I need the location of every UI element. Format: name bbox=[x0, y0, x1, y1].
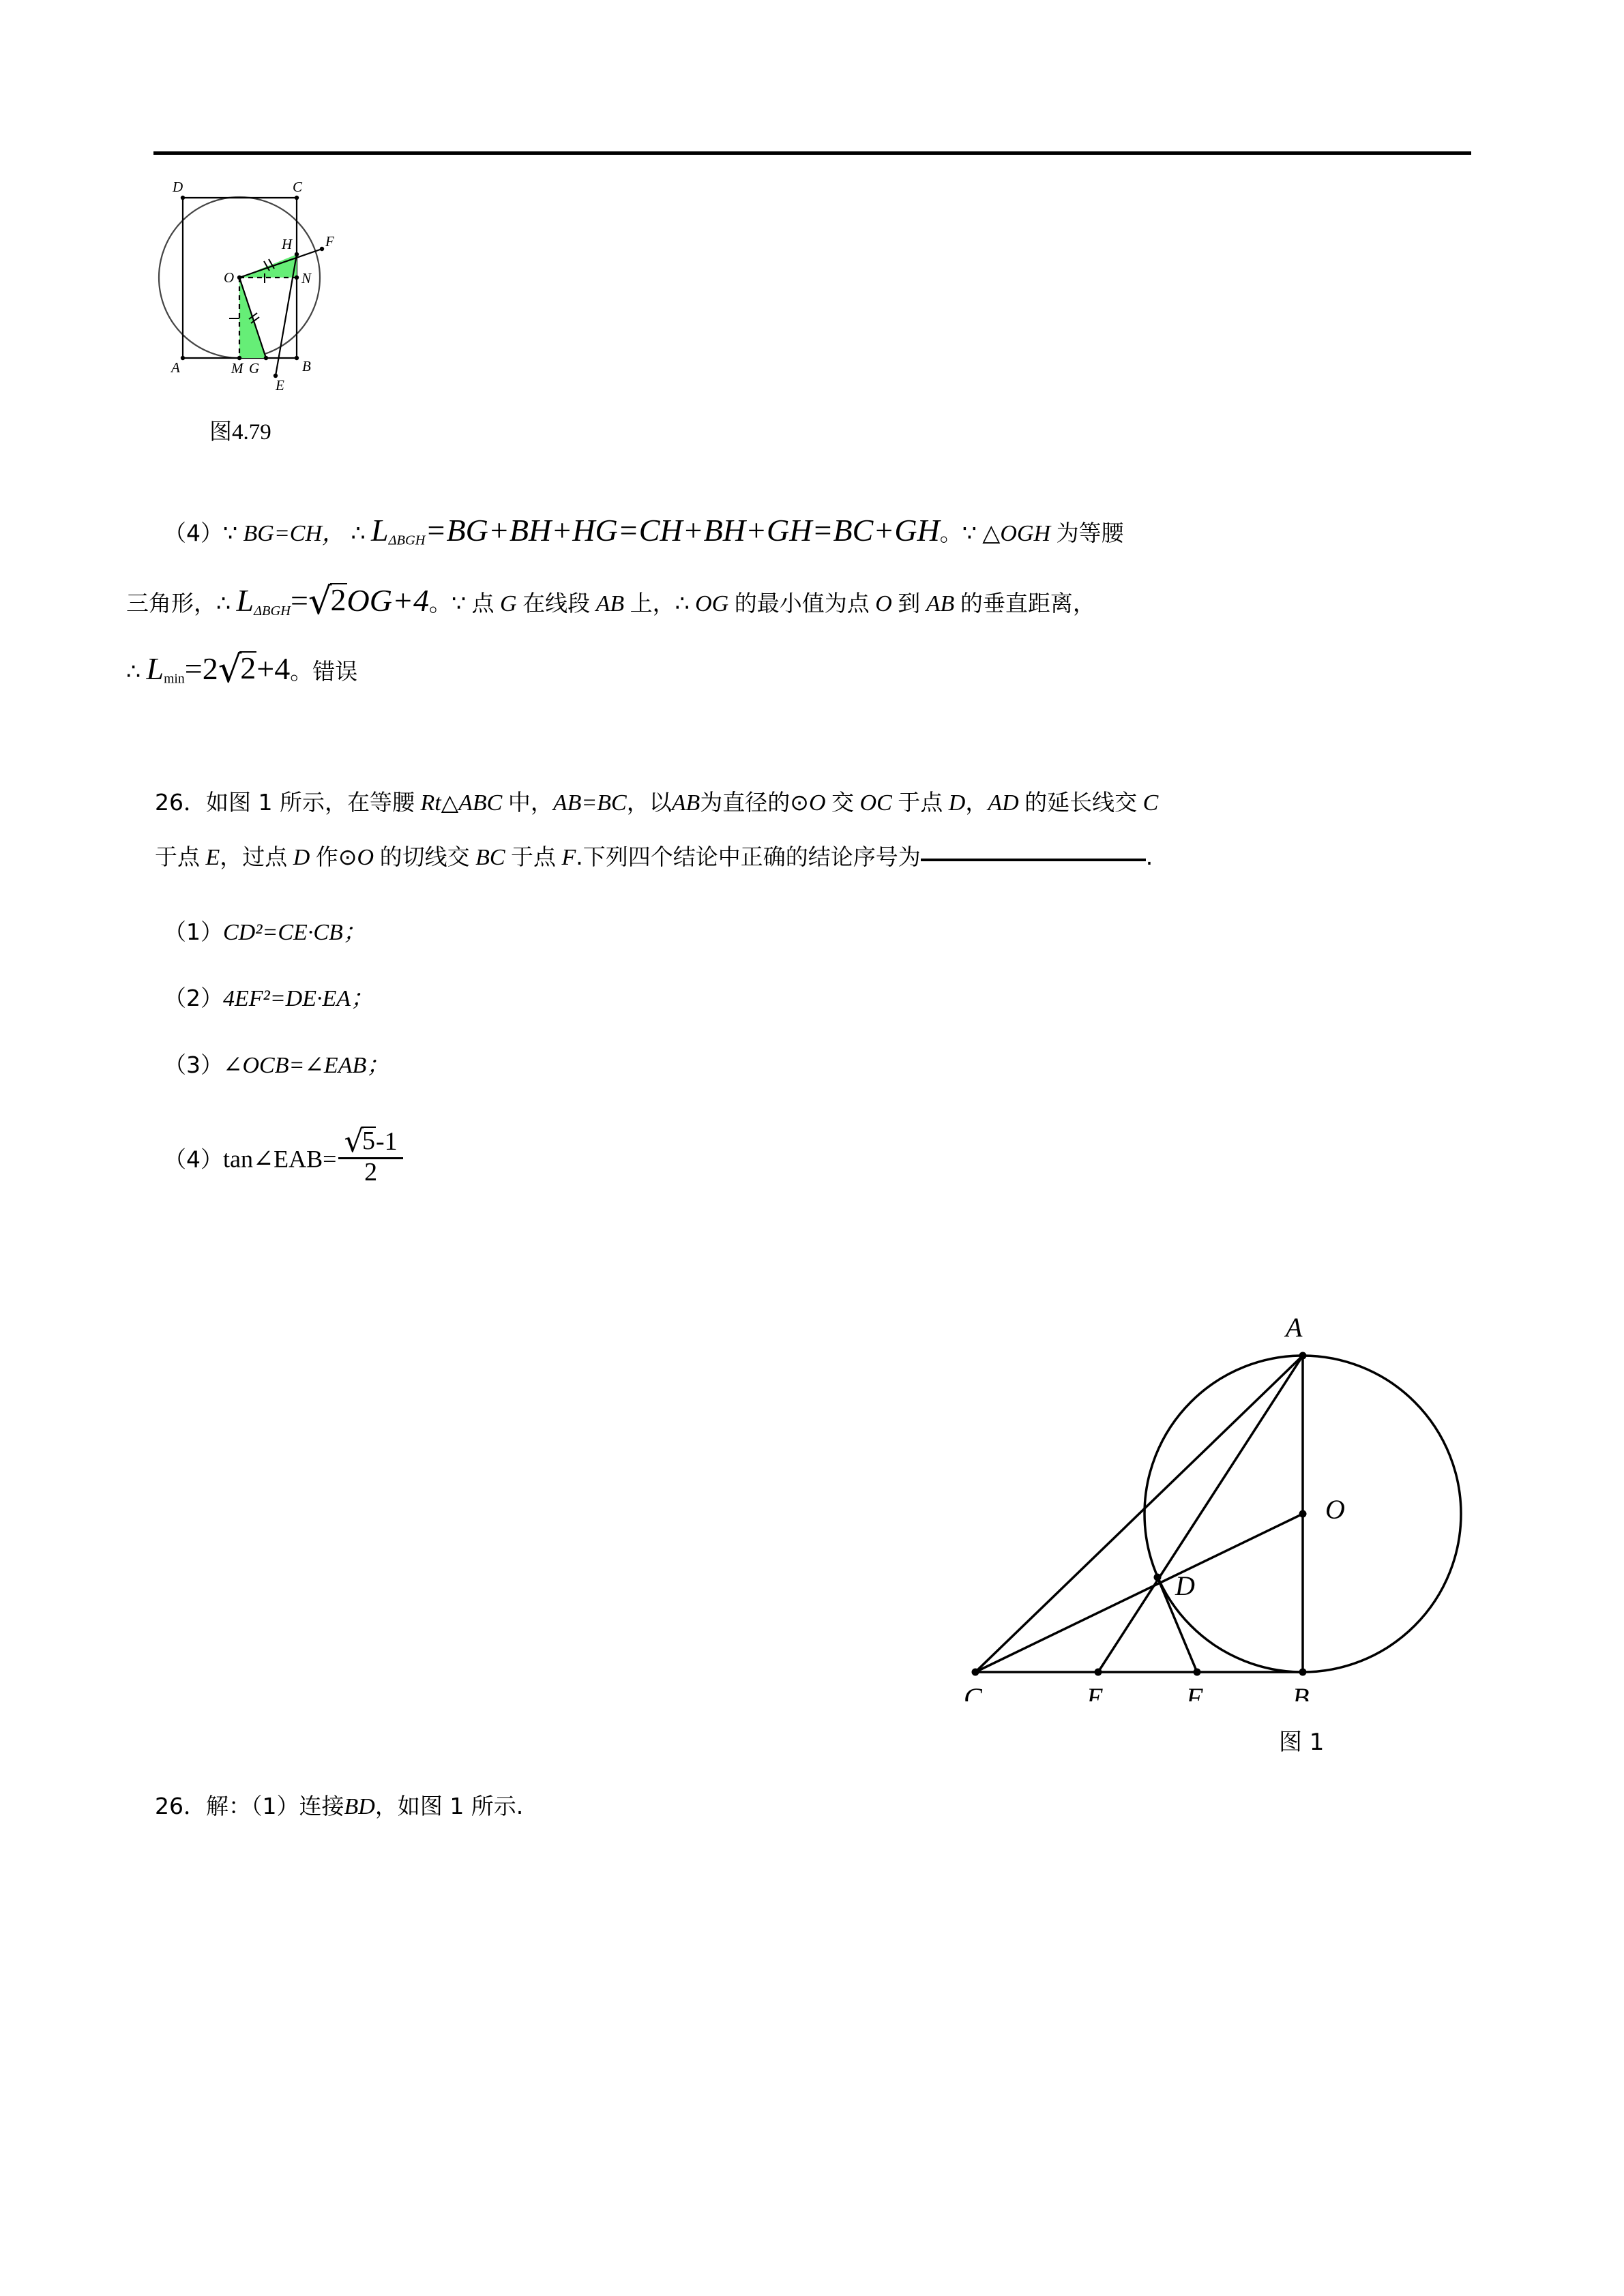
perimeter-symbol-3: L bbox=[146, 651, 164, 687]
therefore-symbol-4: ∴ bbox=[126, 658, 141, 685]
seg-ab-1: AB bbox=[595, 591, 625, 617]
label-o-big: O bbox=[1325, 1494, 1345, 1525]
period-1: 。 bbox=[939, 520, 962, 546]
line-ca bbox=[975, 1356, 1303, 1672]
point-c-big bbox=[972, 1669, 979, 1676]
answer-26-bd: BD bbox=[344, 1794, 375, 1819]
point-d-label-2: D bbox=[293, 845, 310, 870]
min-value-text: 的最小值为点 bbox=[734, 590, 870, 617]
perpendicular-distance-text: 的垂直距离， bbox=[960, 590, 1095, 617]
conclusion-3-body: ∠OCB=∠EAB； bbox=[223, 1053, 390, 1078]
seg-ab-2: AB bbox=[926, 591, 955, 617]
solution-4-item-index: （4） bbox=[164, 520, 223, 546]
figure-4-79-caption: 图4.79 bbox=[209, 420, 271, 445]
point-b-big bbox=[1299, 1669, 1307, 1676]
therefore-symbol-2: ∴ bbox=[216, 590, 231, 617]
plus-4: +4 bbox=[256, 651, 291, 687]
stmt2-p3: 作⊙ bbox=[315, 844, 357, 870]
because-symbol-1: ∵ bbox=[223, 520, 237, 546]
conclusion-item-4 bbox=[164, 1125, 405, 1187]
point-o bbox=[237, 275, 241, 280]
point-h bbox=[295, 252, 299, 256]
stmt-p6: 于点 bbox=[898, 789, 943, 816]
label-e: E bbox=[276, 377, 284, 393]
stmt-p8: 的延长线交 bbox=[1024, 789, 1138, 816]
point-a-big bbox=[1299, 1352, 1307, 1360]
because-symbol-3: ∵ bbox=[452, 590, 466, 617]
label-h: H bbox=[282, 236, 293, 252]
label-c-big: C bbox=[964, 1682, 982, 1701]
fraction-numerator bbox=[338, 1125, 402, 1157]
triangle-glyph: △ bbox=[441, 789, 459, 816]
stmt-p7: ， bbox=[965, 789, 988, 816]
perimeter-symbol-1: L bbox=[371, 513, 389, 548]
label-a: A bbox=[171, 359, 180, 376]
point-e-big bbox=[1095, 1669, 1102, 1676]
point-word-1: 点 bbox=[471, 590, 494, 617]
figure-4-79-svg bbox=[147, 174, 385, 419]
ab-diameter: AB bbox=[671, 790, 700, 816]
circle-o-1: O bbox=[808, 790, 826, 816]
stmt2-p5: 于点 bbox=[511, 844, 557, 870]
point-f-label: F bbox=[561, 845, 576, 870]
solution-4-line-2 bbox=[126, 580, 1095, 623]
figure-4-79 bbox=[147, 174, 385, 457]
radical-5 bbox=[344, 1125, 376, 1157]
seg-ad: AD bbox=[988, 790, 1019, 816]
label-c: C bbox=[293, 179, 303, 195]
answer-26-number: 26． bbox=[155, 1793, 206, 1819]
label-d-big: D bbox=[1175, 1570, 1195, 1601]
conclusion-1-index: （1） bbox=[164, 919, 223, 945]
point-f bbox=[320, 247, 324, 251]
stmt-p2: 中， bbox=[507, 789, 553, 816]
perimeter-symbol-2: L bbox=[236, 583, 254, 618]
var-g: G bbox=[500, 591, 517, 617]
label-b: B bbox=[302, 358, 311, 374]
figure-1 bbox=[931, 1251, 1470, 1701]
verdict-text: 错误 bbox=[312, 658, 358, 685]
radical-2 bbox=[308, 580, 347, 623]
abc-label: ABC bbox=[458, 790, 503, 816]
point-g bbox=[264, 356, 268, 360]
perimeter-subscript-1: ΔBGH bbox=[388, 533, 426, 548]
conclusion-item-1 bbox=[164, 921, 366, 944]
ab-eq-bc: AB=BC bbox=[552, 790, 627, 816]
var-o: O bbox=[875, 591, 892, 617]
stmt-p3: ，以 bbox=[626, 789, 672, 816]
seg-bc: BC bbox=[475, 845, 505, 870]
circle-o-2: O bbox=[357, 845, 374, 870]
perimeter-subscript-min: min bbox=[164, 671, 185, 687]
point-e-label: E bbox=[205, 845, 220, 870]
og-plus-4: OG+4 bbox=[346, 583, 429, 618]
radicand-3: 2 bbox=[240, 651, 256, 686]
seg-oc: OC bbox=[859, 790, 892, 816]
triangle-ogh: △OGH bbox=[982, 521, 1051, 546]
perimeter-subscript-2: ΔBGH bbox=[254, 603, 291, 618]
label-b-big: B bbox=[1293, 1682, 1310, 1701]
period-2: 。 bbox=[429, 590, 452, 617]
answer-26-line bbox=[155, 1795, 523, 1819]
dao-text: 到 bbox=[898, 590, 921, 617]
stmt-p4: 为直径的⊙ bbox=[700, 789, 809, 816]
label-m: M bbox=[231, 360, 243, 376]
point-d-label: D bbox=[948, 790, 966, 816]
conclusion-4-index: （4） bbox=[164, 1146, 223, 1173]
solution-4-line-1 bbox=[164, 515, 1124, 548]
stmt2-period: . bbox=[1145, 844, 1153, 870]
header-rule bbox=[153, 151, 1471, 155]
line-ae bbox=[1098, 1356, 1303, 1672]
radical-sign-icon: √ bbox=[308, 580, 332, 623]
conclusion-4-prefix: tan∠EAB= bbox=[223, 1145, 337, 1173]
equals-2: = bbox=[290, 583, 308, 618]
point-d bbox=[181, 196, 185, 200]
period-3: 。 bbox=[290, 658, 313, 685]
equals-3: =2 bbox=[184, 651, 218, 687]
triangle-word: 三角形， bbox=[126, 590, 216, 617]
conclusion-2-body: 4EF²=DE·EA； bbox=[223, 986, 374, 1011]
because-symbol-2: ∵ bbox=[962, 520, 977, 546]
therefore-symbol-1: ∴ bbox=[351, 520, 366, 546]
point-d-big bbox=[1154, 1574, 1162, 1581]
label-f: F bbox=[325, 233, 334, 250]
on-segment-text: 在线段 bbox=[522, 590, 591, 617]
figure-1-svg bbox=[931, 1251, 1470, 1701]
seg-og: OG bbox=[695, 591, 729, 617]
point-b bbox=[295, 356, 299, 360]
radical-sign-icon-3: √ bbox=[344, 1123, 364, 1159]
stmt2-p1: 于点 bbox=[155, 844, 200, 870]
conclusion-item-3 bbox=[164, 1054, 389, 1077]
answer-26-text-1: 解：（1）连接 bbox=[206, 1793, 344, 1819]
problem-26-number: 26． bbox=[155, 789, 206, 816]
point-c-label: C bbox=[1142, 790, 1159, 816]
point-n bbox=[295, 275, 299, 280]
stmt-p1: 如图 1 所示，在等腰 bbox=[206, 789, 415, 816]
conclusion-item-2 bbox=[164, 987, 374, 1011]
problem-26-statement-line-1 bbox=[155, 791, 1158, 815]
conclusion-3-index: （3） bbox=[164, 1052, 223, 1078]
label-o: O bbox=[224, 269, 235, 286]
shang-text: 上， bbox=[630, 590, 675, 617]
rt-label: Rt bbox=[420, 790, 441, 816]
radicand-2: 2 bbox=[330, 582, 346, 618]
fraction-denominator: 2 bbox=[338, 1157, 402, 1187]
tan-fraction bbox=[338, 1125, 402, 1187]
figure-1-caption: 图 1 bbox=[1279, 1729, 1325, 1756]
stmt2-p4: 的切线交 bbox=[379, 844, 470, 870]
perimeter-chain: =BG+BH+HG=CH+BH+GH=BC+GH bbox=[425, 513, 940, 548]
isosceles-text-1: 为等腰 bbox=[1056, 520, 1124, 546]
radical-3 bbox=[218, 648, 257, 691]
answer-blank[interactable] bbox=[921, 858, 1146, 861]
solution-4-line-3 bbox=[126, 648, 358, 691]
point-c bbox=[295, 196, 299, 200]
stmt-p5: 交 bbox=[831, 789, 855, 816]
line-co bbox=[975, 1514, 1303, 1672]
answer-26-text-2: ，如图 1 所示. bbox=[374, 1793, 524, 1819]
radicand-5: 5 bbox=[362, 1126, 376, 1155]
label-a-big: A bbox=[1286, 1312, 1303, 1343]
label-n: N bbox=[301, 270, 312, 286]
label-g: G bbox=[249, 360, 260, 376]
numerator-tail: -1 bbox=[376, 1127, 398, 1156]
label-e-big: E bbox=[1087, 1682, 1104, 1701]
label-f-big: F bbox=[1186, 1682, 1203, 1701]
radical-sign-icon-2: √ bbox=[218, 648, 242, 691]
problem-26-statement-line-2 bbox=[155, 846, 1153, 869]
conclusion-2-index: （2） bbox=[164, 985, 223, 1011]
stmt2-p2: ，过点 bbox=[220, 844, 288, 870]
point-o-big bbox=[1299, 1510, 1307, 1518]
conclusion-1-body: CD²=CE·CB； bbox=[223, 920, 366, 945]
therefore-symbol-3: ∴ bbox=[675, 590, 690, 617]
stmt2-p6: .下列四个结论中正确的结论序号为 bbox=[576, 844, 921, 870]
point-a bbox=[181, 356, 185, 360]
label-d: D bbox=[173, 179, 183, 195]
point-f-big bbox=[1194, 1669, 1201, 1676]
eq-bg-ch: BG=CH， bbox=[243, 521, 345, 546]
